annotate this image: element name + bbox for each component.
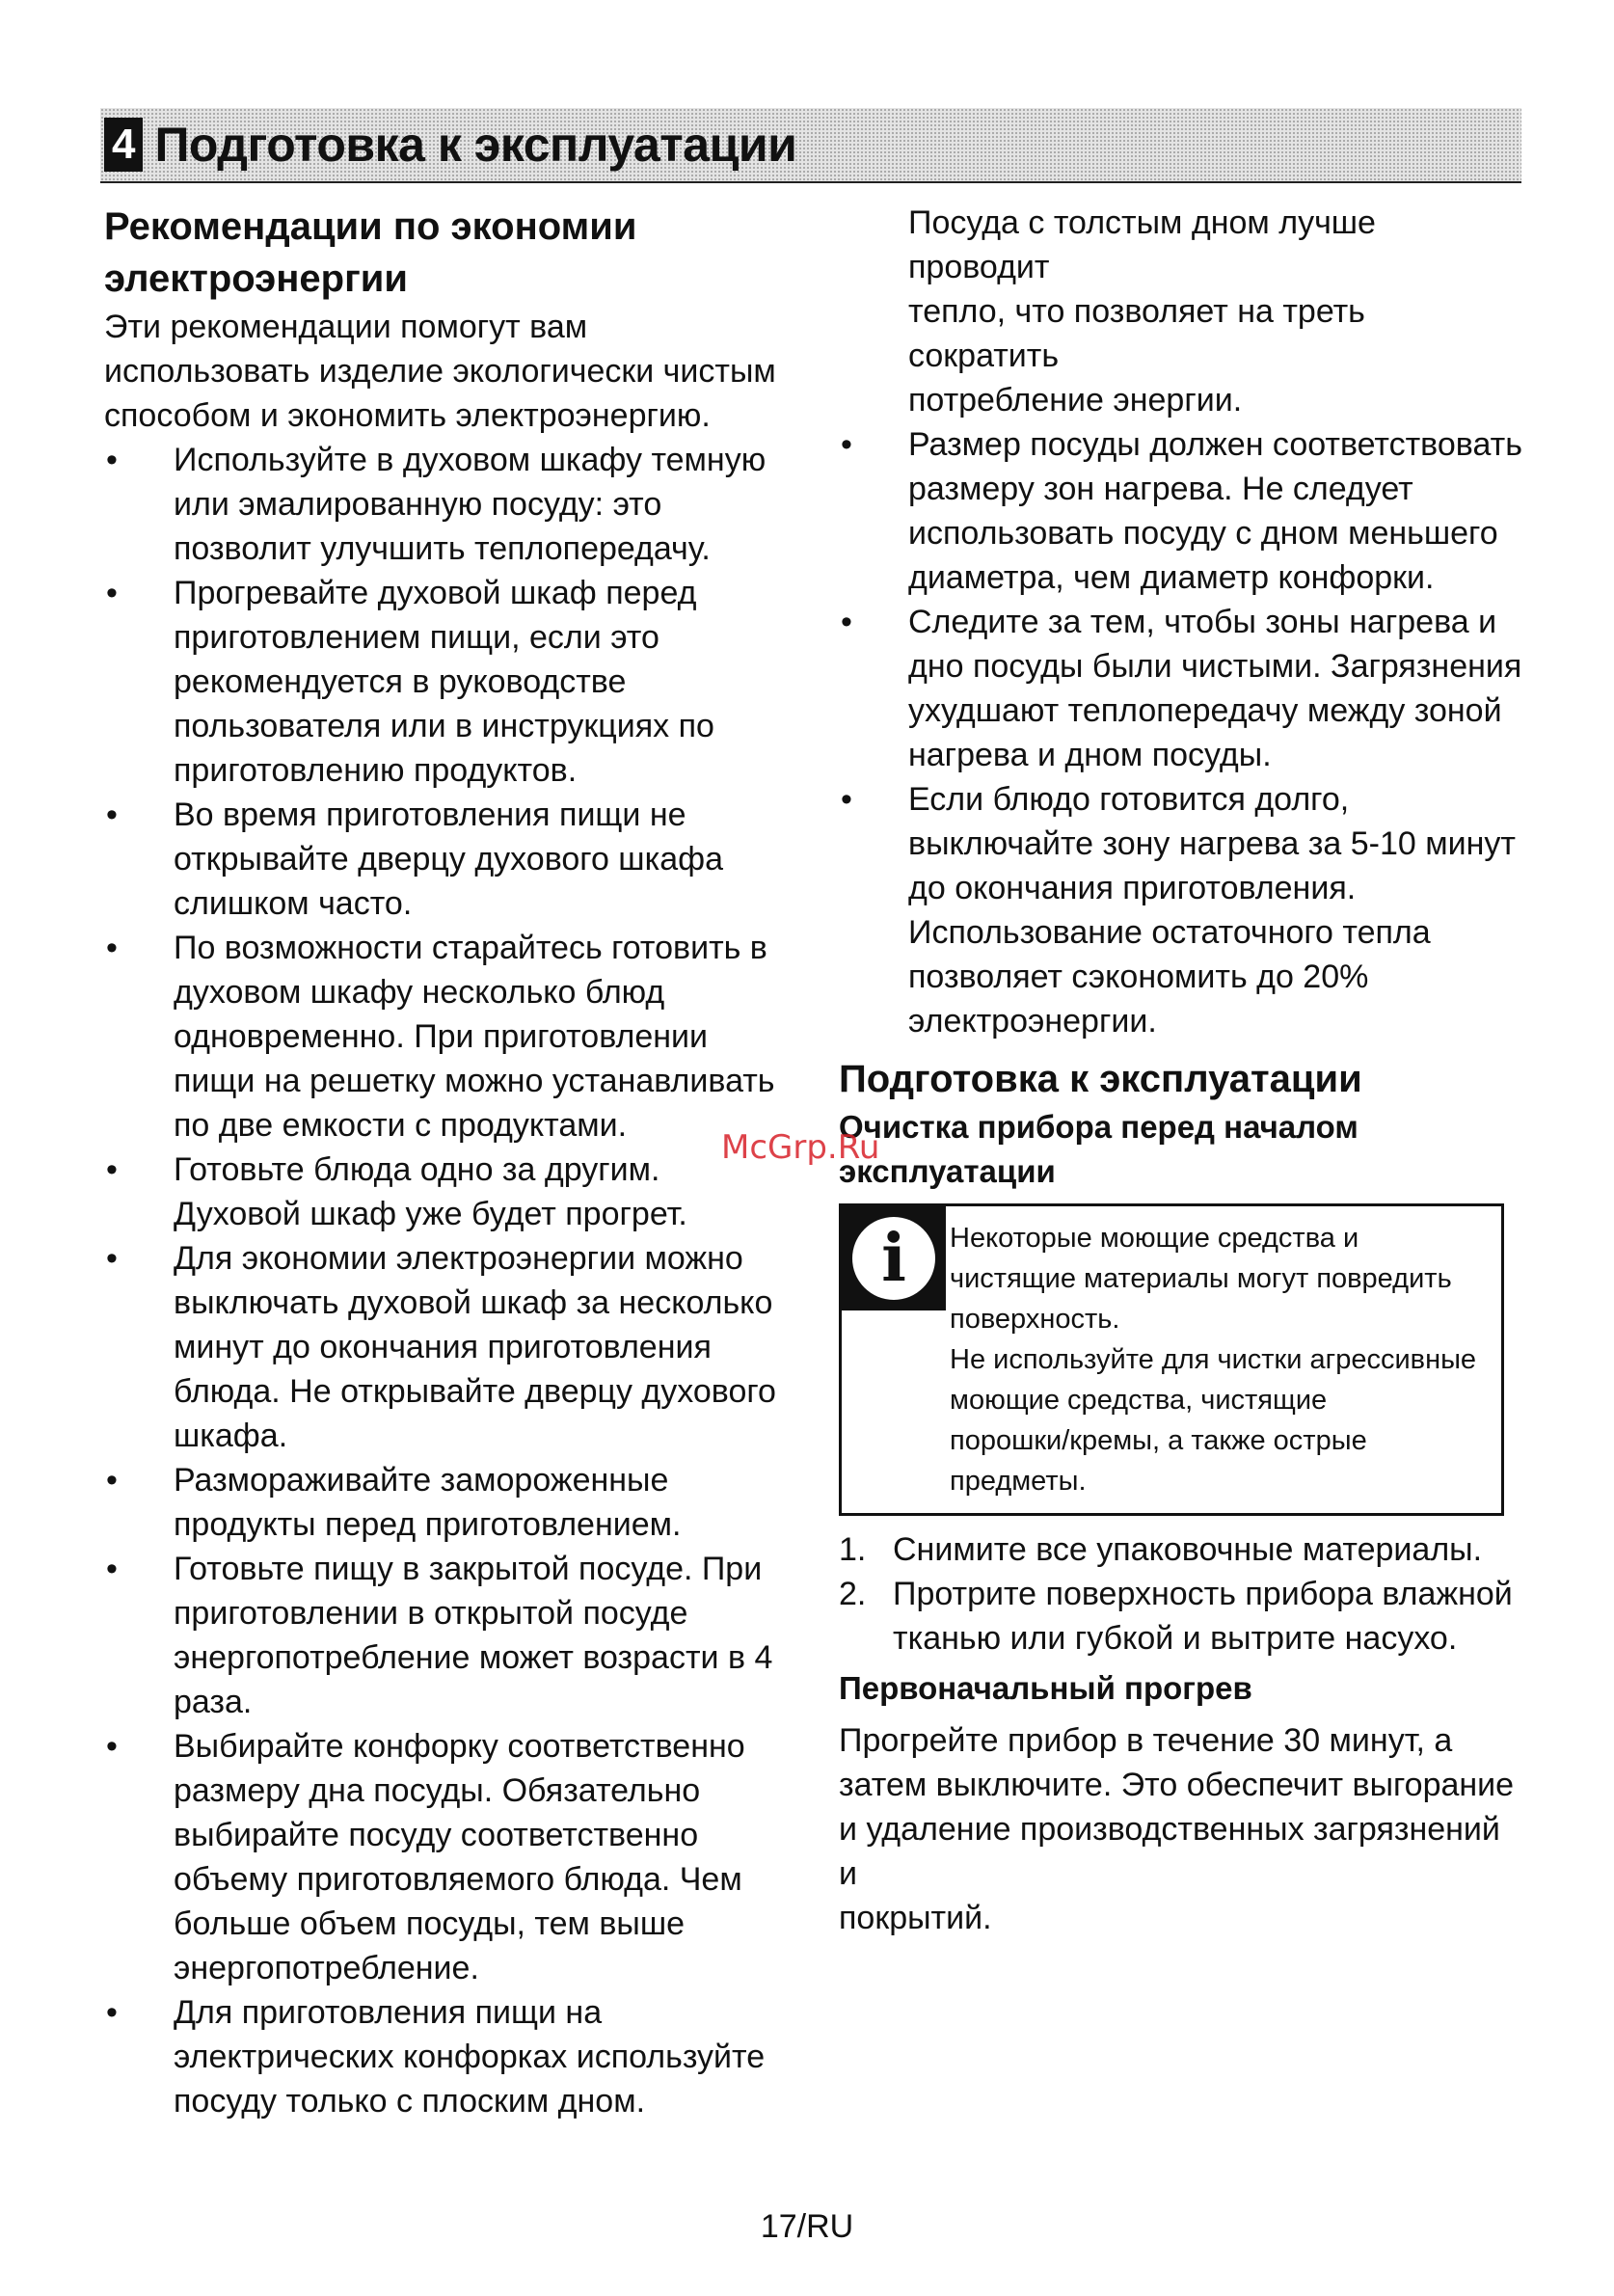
item-line: Готовьте пищу в закрытой посуде. При xyxy=(174,1551,763,1587)
bullet-marker: • xyxy=(841,604,852,640)
item-line: энергопотребление. xyxy=(174,1950,479,1986)
item-line: выключать духовой шкаф за несколько xyxy=(174,1284,773,1321)
list-item xyxy=(839,1572,1523,1661)
bullet-marker: • xyxy=(106,442,118,478)
item-line: приготовлению продуктов. xyxy=(174,752,578,789)
bullet-marker: • xyxy=(106,575,118,611)
item-line: тканью или губкой и вытрите насухо. xyxy=(893,1620,1458,1657)
item-line: объему приготовляемого блюда. Чем xyxy=(174,1861,742,1898)
item-line: продукты перед приготовлением. xyxy=(174,1506,682,1543)
list-item xyxy=(839,600,1523,777)
item-line: Использование остаточного тепла xyxy=(908,914,1431,951)
bullet-marker: • xyxy=(106,797,118,833)
item-line: Для экономии электроэнергии можно xyxy=(174,1240,743,1277)
item-line: духовом шкафу несколько блюд xyxy=(174,974,665,1011)
item-line: размеру дна посуды. Обязательно xyxy=(174,1772,701,1809)
intro-line: Эти рекомендации помогут вам xyxy=(104,309,588,345)
item-line: По возможности старайтесь готовить в xyxy=(174,930,767,966)
list-item xyxy=(104,571,779,793)
item-line: Протрите поверхность прибора влажной xyxy=(893,1576,1513,1612)
bullet-marker: • xyxy=(106,930,118,966)
item-line: пользователя или в инструкциях по xyxy=(174,708,714,744)
item-line: Во время приготовления пищи не xyxy=(174,797,686,833)
item-line: покрытий. xyxy=(839,1900,992,1936)
item-line: Используйте в духовом шкафу темную xyxy=(174,442,767,478)
info-line: Не используйте для чистки агрессивные xyxy=(950,1344,1477,1375)
list-item xyxy=(104,926,779,1148)
item-line: Размораживайте замороженные xyxy=(174,1462,669,1499)
item-line: Для приготовления пищи на xyxy=(174,1994,603,2031)
cooktop-tips-list xyxy=(839,422,1523,1043)
item-line: диаметра, чем диаметр конфорки. xyxy=(908,559,1435,596)
bullet-marker: • xyxy=(841,781,852,818)
item-line: ухудшают теплопередачу между зоной xyxy=(908,692,1502,729)
item-line: потребление энергии. xyxy=(908,382,1243,419)
list-item xyxy=(104,1547,779,1724)
item-line: позволяет сэкономить до 20% xyxy=(908,959,1369,995)
item-line: Прогрейте прибор в течение 30 минут, а xyxy=(839,1722,1453,1759)
list-item xyxy=(104,1236,779,1458)
item-line: электрических конфорках используйте xyxy=(174,2039,766,2075)
item-line: использовать посуду с дном меньшего xyxy=(908,515,1498,552)
item-line: выключайте зону нагрева за 5-10 минут xyxy=(908,825,1516,862)
right-column xyxy=(839,201,1523,1940)
initial-heating-subheading: Первоначальный прогрев xyxy=(839,1670,1252,1706)
item-line: до окончания приготовления. xyxy=(908,870,1357,906)
info-icon-glyph: i xyxy=(852,1217,935,1300)
list-item xyxy=(104,1990,779,2123)
info-line: Некоторые моющие средства и xyxy=(950,1223,1359,1254)
item-line: раза. xyxy=(174,1684,253,1720)
list-item xyxy=(104,793,779,926)
list-item xyxy=(104,1724,779,1990)
item-line: больше объем посуды, тем выше xyxy=(174,1905,686,1942)
energy-saving-heading-line1: Рекомендации по экономии xyxy=(104,205,637,248)
item-line: Прогревайте духовой шкаф перед xyxy=(174,575,697,611)
cleaning-subheading-line1: Очистка прибора перед началом xyxy=(839,1109,1358,1145)
bullet-marker: • xyxy=(106,1728,118,1765)
list-item xyxy=(104,438,779,571)
cleaning-subheading xyxy=(839,1105,1523,1194)
energy-saving-heading-line2: электроэнергии xyxy=(104,257,408,300)
cleaning-subheading-line2: эксплуатации xyxy=(839,1153,1056,1189)
energy-tips-list xyxy=(104,438,779,2123)
info-line: предметы. xyxy=(950,1466,1087,1497)
item-line: одновременно. При приготовлении xyxy=(174,1018,709,1055)
info-line: чистящие материалы могут повредить xyxy=(950,1263,1452,1294)
item-line: рекомендуется в руководстве xyxy=(174,663,627,700)
item-line: Следите за тем, чтобы зоны нагрева и xyxy=(908,604,1497,640)
item-line: слишком часто. xyxy=(174,885,413,922)
item-line: дно посуды были чистыми. Загрязнения xyxy=(908,648,1522,685)
list-item xyxy=(839,1527,1523,1572)
item-line: нагрева и дном посуды. xyxy=(908,737,1272,773)
bullet-marker: • xyxy=(841,426,852,463)
info-line: моющие средства, чистящие xyxy=(950,1385,1328,1416)
item-line: Если блюдо готовится долго, xyxy=(908,781,1350,818)
intro-paragraph xyxy=(104,305,779,438)
energy-saving-heading xyxy=(104,201,779,305)
item-line: и удаление производственных загрязнений и xyxy=(839,1811,1500,1892)
step-number: 2. xyxy=(839,1576,867,1612)
item-line: позволит улучшить теплопередачу. xyxy=(174,530,711,567)
item-line: приготовлением пищи, если это xyxy=(174,619,659,656)
item-line: или эмалированную посуду: это xyxy=(174,486,662,523)
item-line: открывайте дверцу духового шкафа xyxy=(174,841,723,878)
intro-line: способом и экономить электроэнергию. xyxy=(104,397,711,434)
item-line: тепло, что позволяет на треть сократить xyxy=(908,293,1365,374)
item-line: Размер посуды должен соответствовать xyxy=(908,426,1522,463)
section-number: 4 xyxy=(104,118,143,172)
initial-heating-paragraph xyxy=(839,1718,1523,1940)
info-note-box xyxy=(839,1203,1504,1516)
step-number: 1. xyxy=(839,1531,867,1568)
item-line: блюда. Не открывайте дверцу духового xyxy=(174,1373,776,1410)
item-line: размеру зон нагрева. Не следует xyxy=(908,471,1413,507)
intro-line: использовать изделие экологически чистым xyxy=(104,353,776,390)
page-number: 17/RU xyxy=(760,2208,854,2245)
item-line: посуду только с плоским дном. xyxy=(174,2083,646,2120)
item-line: выбирайте посуду соответственно xyxy=(174,1817,699,1853)
item-line: Духовой шкаф уже будет прогрет. xyxy=(174,1196,687,1232)
bullet-marker: • xyxy=(106,1551,118,1587)
list-item xyxy=(104,1148,779,1236)
bullet-marker: • xyxy=(106,1151,118,1188)
watermark: McGrp.Ru xyxy=(721,1128,880,1167)
bullet-marker: • xyxy=(106,1240,118,1277)
item-line: Посуда с толстым дном лучше проводит xyxy=(908,204,1376,285)
list-item xyxy=(839,777,1523,1043)
item-line: приготовлении в открытой посуде xyxy=(174,1595,688,1632)
cleaning-steps-list xyxy=(839,1527,1523,1661)
item-line: Готовьте блюда одно за другим. xyxy=(174,1151,660,1188)
continued-paragraph xyxy=(839,201,1523,422)
list-item xyxy=(839,422,1523,600)
bullet-marker: • xyxy=(106,1994,118,2031)
item-line: пищи на решетку можно устанавливать xyxy=(174,1063,775,1099)
item-line: минут до окончания приготовления xyxy=(174,1329,712,1365)
item-line: шкафа. xyxy=(174,1418,288,1454)
item-line: Выбирайте конфорку соответственно xyxy=(174,1728,745,1765)
item-line: Снимите все упаковочные материалы. xyxy=(893,1531,1483,1568)
bullet-marker: • xyxy=(106,1462,118,1499)
section-header xyxy=(100,108,1521,183)
item-line: по две емкости с продуктами. xyxy=(174,1107,628,1144)
section-title: Подготовка к эксплуатации xyxy=(154,118,797,172)
item-line: электроэнергии. xyxy=(908,1003,1157,1040)
info-icon xyxy=(842,1206,946,1310)
left-column xyxy=(104,201,779,2123)
info-line: порошки/кремы, а также острые xyxy=(950,1425,1367,1456)
item-line: энергопотребление может возрасти в 4 xyxy=(174,1639,773,1676)
info-line: поверхность. xyxy=(950,1304,1120,1335)
item-line: затем выключите. Это обеспечит выгорание xyxy=(839,1767,1515,1803)
list-item xyxy=(104,1458,779,1547)
preparation-heading: Подготовка к эксплуатации xyxy=(839,1058,1362,1100)
